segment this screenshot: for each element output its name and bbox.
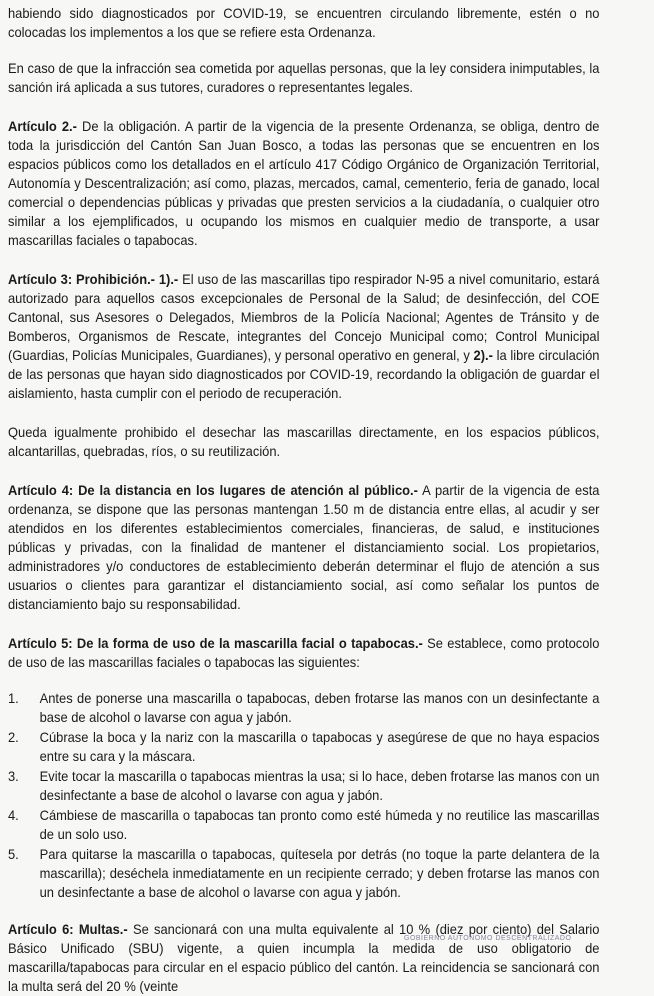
list-item: [8, 728, 599, 766]
article-3-text-a: El uso de las mascarillas tipo respirador N-95 a nivel comunitario, estará autorizado para aquellos casos excepcionales de Personal de la Salud; de desinfección, del COE Cantonal, sus Asesores o Delegados, Miembros de la Policía Nacional; Agentes de Tránsito y de Bomberos, Organismos de Rescate, integrantes del Concejo Municipal como; Control Municipal (Guardias, Policías Municipales, Guardianes), y personal operativo en general, y: [8, 271, 600, 363]
article-6-text: Se sancionará con una multa equivalente al 10 % (diez por ciento) del Salario Básico Unificado (SBU) vigente, a quien incumpla la medida de uso obligatorio de mascarilla/tapabocas para circular en el espacio público del cantón. La reincidencia se sancionará con la multa será del 20 % (veinte: [8, 921, 600, 994]
article-2-text: De la obligación. A partir de la vigencia de la presente Ordenanza, se obliga, dentro de toda la jurisdicción del Cantón San Juan Bosco, a todas las personas que se encuentren en los espacios públicos como los detallados en el artículo 417 Código Orgánico de Organización Territorial, Autonomía y Descentralización; así como, plazas, mercados, camal, cementerio, feria de ganado, local comercial o dependencias públicas y privadas que presten servicios a la ciudadanía, o cualquier otro similar a los ejemplificados, u ocupando los mismos en cualquier medio de transporte, a usar mascarillas faciales o tapabocas.: [8, 118, 600, 248]
article-6-heading: Artículo 6: Multas.-: [8, 921, 128, 937]
list-item-number: 4.: [8, 807, 19, 823]
list-item-number: 2.: [8, 729, 19, 745]
article-5-text: Se establece, como protocolo de uso de las mascarillas faciales o tapabocas las siguientes:: [8, 635, 600, 670]
institution-stamp: GOBIERNO AUTÓNOMO DESCENTRALIZADO: [404, 935, 572, 942]
article-3-paragraph-2: Queda igualmente prohibido el desechar las mascarillas directamente, en los espacios públicos, alcantarillas, quebradas, ríos, o su reutilización.: [8, 424, 600, 459]
list-item-text: Cámbiese de mascarilla o tapabocas tan pronto como esté húmeda y no reutilice las mascarillas de un solo uso.: [39, 807, 600, 842]
article-2-heading: Artículo 2.-: [8, 118, 77, 134]
list-item-text: Para quitarse la mascarilla o tapabocas, quítesela por detrás (no toque la parte delantera de la mascarilla); deséchela inmediatamente en un recipiente cerrado; y deben frotarse las manos con un desinfectante a base de alcohol o lavarse con agua y jabón.: [39, 846, 600, 900]
article-4-heading: Artículo 4: De la distancia en los lugares de atención al público.-: [8, 482, 418, 498]
mask-protocol-list: [8, 689, 599, 902]
list-item-number: 1.: [8, 690, 19, 706]
article-3-text-b: la libre circulación de las personas que hayan sido diagnosticados por COVID-19, recordando la obligación de guardar el aislamiento, hasta cumplir con el periodo de recuperación.: [8, 347, 600, 401]
article-3-marker-2: 2).-: [473, 347, 493, 363]
document-page: [8, 4, 599, 996]
list-item: [8, 806, 599, 844]
article-4-text: A partir de la vigencia de esta ordenanza, se dispone que las personas mantengan 1.50 m de distancia entre ellas, al acudir y ser atendidos en los diferentes establecimientos comerciales, financieras, de salud, e instituciones públicas y privadas, con la finalidad de mantener el distanciamiento social. Los propietarios, administradores y/o conductores de establecimiento deberán determinar el flujo de atención a sus usuarios o clientes para garantizar el distanciamiento social, así como señalar los puntos de distanciamiento bajo su responsabilidad.: [8, 482, 600, 612]
article-5: [8, 634, 599, 672]
article-6: [8, 920, 599, 996]
list-item-text: Antes de ponerse una mascarilla o tapabocas, deben frotarse las manos con un desinfectante a base de alcohol o lavarse con agua y jabón.: [39, 690, 600, 725]
article-3: [8, 270, 599, 403]
list-item-text: Cúbrase la boca y la nariz con la mascarilla o tapabocas y asegúrese de que no haya espacios entre su cara y la máscara.: [39, 729, 600, 764]
article-5-heading: Artículo 5: De la forma de uso de la mascarilla facial o tapabocas.-: [8, 635, 423, 651]
intro-paragraph-2: En caso de que la infracción sea cometida por aquellas personas, que la ley considera inimputables, la sanción irá aplicada a sus tutores, curadores o representantes legales.: [8, 60, 600, 95]
article-2: [8, 117, 599, 250]
list-item-number: 3.: [8, 768, 19, 784]
list-item: [8, 845, 599, 902]
article-3-heading: Artículo 3: Prohibición.- 1).-: [8, 271, 179, 287]
intro-paragraph-1: habiendo sido diagnosticados por COVID-19, se encuentren circulando libremente, estén o no colocadas los implementos a los que se refiere esta Ordenanza.: [8, 5, 600, 40]
list-item-text: Evite tocar la mascarilla o tapabocas mientras la usa; si lo hace, deben frotarse las manos con un desinfectante a base de alcohol o lavarse con agua y jabón.: [39, 768, 600, 803]
article-4: [8, 481, 599, 614]
list-item-number: 5.: [8, 846, 19, 862]
list-item: [8, 689, 599, 727]
list-item: [8, 767, 599, 805]
